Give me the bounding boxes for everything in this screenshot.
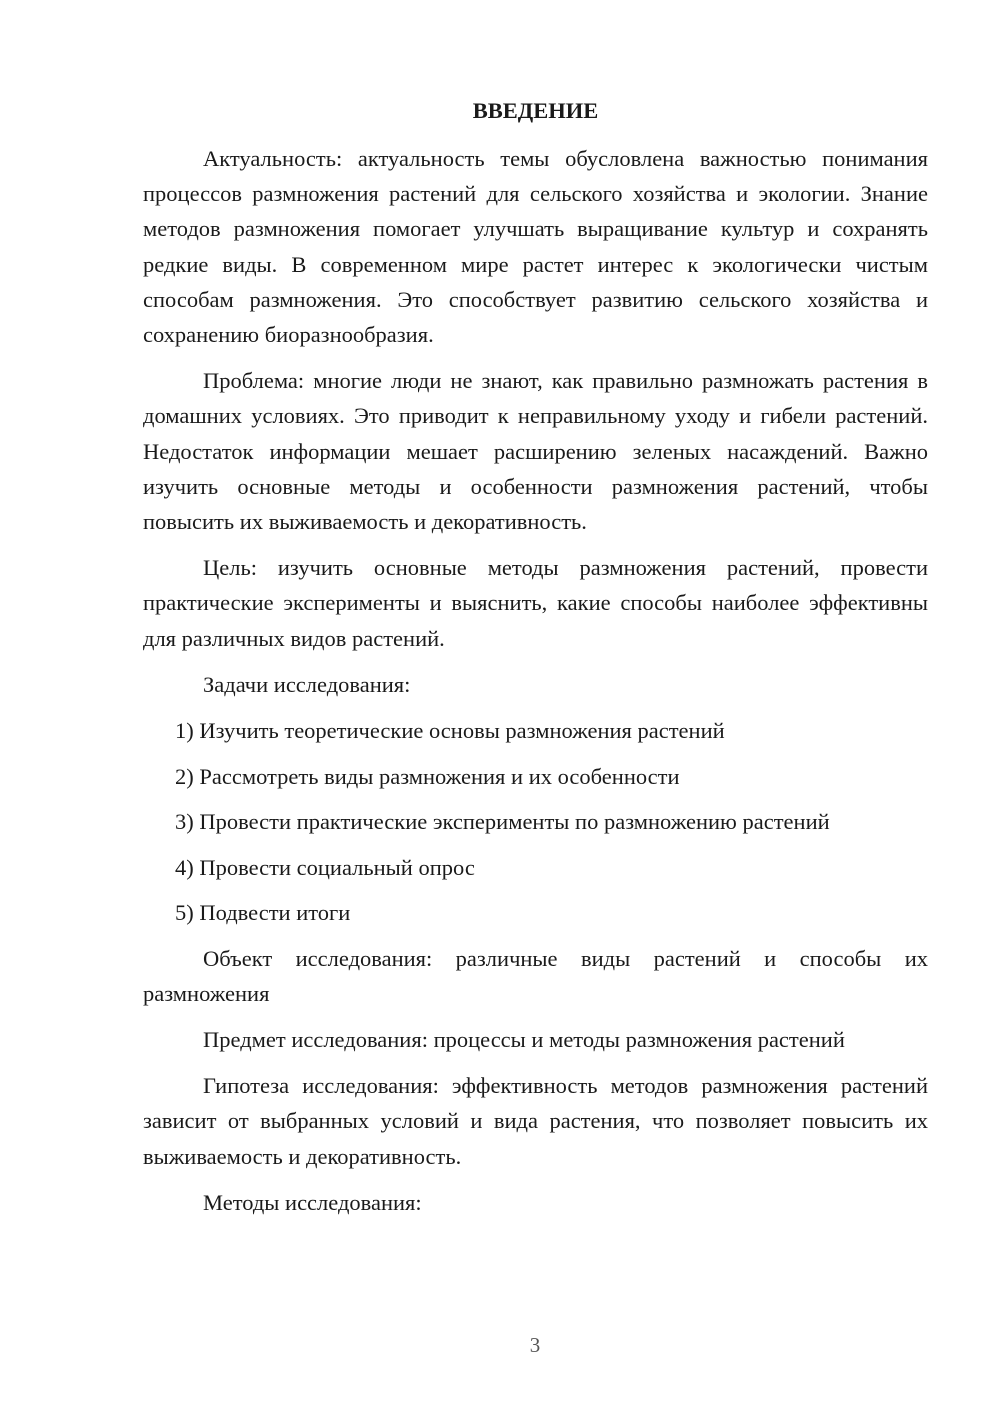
task-item-1 [143, 713, 928, 748]
task-item-5 [143, 895, 928, 930]
tasks-heading: Задачи исследования: [203, 671, 411, 697]
hypothesis-paragraph: Гипотеза исследования: эффективность методов размножения растений зависит от выбранных условий и вида растения, что позволяет повысить их выживаемость и декоративность. [143, 1073, 928, 1169]
task-number: 5) [175, 900, 194, 926]
task-number: 1) [175, 718, 194, 744]
object-paragraph: Объект исследования: различные виды растений и способы их размножения [143, 945, 928, 1006]
task-number: 2) [175, 763, 194, 789]
goal-paragraph: Цель: изучить основные методы размножения растений, провести практические эксперименты и выяснить, какие способы наиболее эффективны для различных видов растений. [143, 555, 928, 651]
task-number: 4) [175, 854, 194, 880]
task-text: Подвести итоги [199, 900, 351, 926]
task-text: Провести социальный опрос [199, 854, 475, 880]
task-text: Рассмотреть виды размножения и их особенности [199, 763, 680, 789]
task-item-2 [143, 759, 928, 794]
page-number: 3 [529, 1333, 541, 1357]
tasks-list [143, 713, 928, 930]
page-title: ВВЕДЕНИЕ [472, 98, 599, 123]
task-text: Провести практические эксперименты по размножению растений [199, 809, 830, 835]
methods-heading: Методы исследования: [203, 1189, 422, 1215]
task-item-3 [143, 804, 928, 839]
task-text: Изучить теоретические основы размножения растений [199, 718, 725, 744]
task-number: 3) [175, 809, 194, 835]
subject-paragraph: Предмет исследования: процессы и методы размножения растений [203, 1026, 845, 1052]
relevance-paragraph: Актуальность: актуальность темы обусловлена важностью понимания процессов размножения растений для сельского хозяйства и экологии. Знание методов размножения помогает улучшать выращивание культур и сохранять редкие виды. В современном мире растет интерес к экологически чистым способам размножения. Это способствует развитию сельского хозяйства и сохранению биоразнообразия. [143, 146, 928, 348]
problem-paragraph: Проблема: многие люди не знают, как правильно размножать растения в домашних условиях. Это приводит к неправильному уходу и гибели растений. Недостаток информации мешает расширению зеленых насаждений. Важно изучить основные методы и особенности размножения растений, чтобы повысить их выживаемость и декоративность. [143, 368, 928, 535]
page-content [143, 93, 928, 1231]
task-item-4 [143, 850, 928, 885]
